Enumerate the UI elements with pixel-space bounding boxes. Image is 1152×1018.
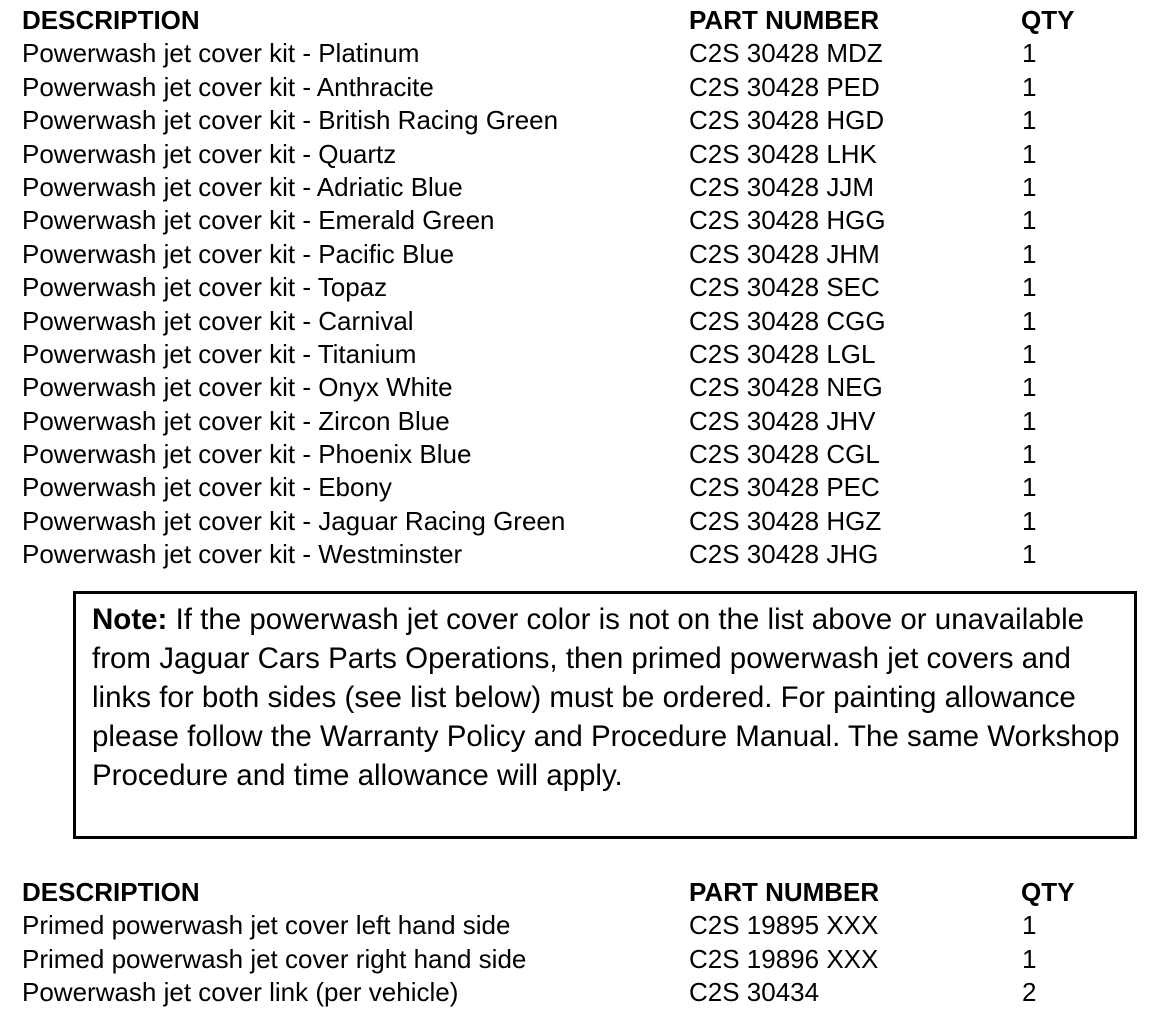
parts-table-primed <box>0 876 1152 1010</box>
cell-qty: 1 <box>1022 372 1037 403</box>
cell-part-number: C2S 30428 LGL <box>689 338 876 369</box>
cell-part-number: C2S 30428 CGL <box>689 439 880 470</box>
cell-description: Powerwash jet cover kit - Ebony <box>22 472 392 503</box>
table-row <box>0 71 1152 104</box>
note-text: If the powerwash jet cover color is not on the list above or unavailable from Jaguar Cars Parts Operations, then primed powerwash jet covers and links for both sides (see list below) must be ordered. For painting allowance please follow the Warranty Policy and Procedure Manual. The same Workshop Procedure and time allowance will apply. <box>92 603 1120 792</box>
table-row <box>0 204 1152 237</box>
header-part-number: PART NUMBER <box>689 5 880 35</box>
cell-qty: 1 <box>1022 405 1037 436</box>
cell-qty: 2 <box>1022 977 1037 1008</box>
cell-qty: 1 <box>1022 338 1037 369</box>
table-row <box>0 538 1152 571</box>
cell-part-number: C2S 30428 PEC <box>689 472 880 503</box>
header-description: DESCRIPTION <box>22 877 200 907</box>
header-description: DESCRIPTION <box>22 5 200 35</box>
table-row <box>0 405 1152 438</box>
cell-qty: 1 <box>1022 238 1037 269</box>
cell-description: Powerwash jet cover kit - Carnival <box>22 305 414 336</box>
table-row <box>0 338 1152 371</box>
cell-part-number: C2S 30428 NEG <box>689 372 883 403</box>
cell-qty: 1 <box>1022 472 1037 503</box>
cell-description: Powerwash jet cover link (per vehicle) <box>22 977 459 1008</box>
cell-description: Primed powerwash jet cover left hand side <box>22 910 511 941</box>
table-row <box>0 305 1152 338</box>
cell-part-number: C2S 30428 HGZ <box>689 505 882 536</box>
cell-part-number: C2S 30428 JHV <box>689 405 876 436</box>
cell-part-number: C2S 30428 JHM <box>689 238 880 269</box>
cell-qty: 1 <box>1022 105 1037 136</box>
cell-part-number: C2S 30428 SEC <box>689 272 880 303</box>
cell-description: Powerwash jet cover kit - Westminster <box>22 539 463 570</box>
cell-qty: 1 <box>1022 539 1037 570</box>
cell-qty: 1 <box>1022 943 1037 974</box>
cell-part-number: C2S 19895 XXX <box>689 910 879 941</box>
cell-qty: 1 <box>1022 205 1037 236</box>
header-part-number: PART NUMBER <box>689 877 880 907</box>
table-row <box>0 471 1152 504</box>
table-body <box>0 909 1152 1009</box>
cell-description: Powerwash jet cover kit - Zircon Blue <box>22 405 450 436</box>
cell-description: Powerwash jet cover kit - Platinum <box>22 38 420 69</box>
table-row <box>0 943 1152 976</box>
cell-description: Powerwash jet cover kit - Emerald Green <box>22 205 495 236</box>
table-row <box>0 505 1152 538</box>
table-row <box>0 371 1152 404</box>
cell-description: Primed powerwash jet cover right hand side <box>22 943 527 974</box>
cell-description: Powerwash jet cover kit - Adriatic Blue <box>22 171 463 202</box>
table-row <box>0 138 1152 171</box>
cell-part-number: C2S 30428 MDZ <box>689 38 883 69</box>
cell-description: Powerwash jet cover kit - Onyx White <box>22 372 453 403</box>
cell-qty: 1 <box>1022 910 1037 941</box>
table-row <box>0 909 1152 942</box>
cell-qty: 1 <box>1022 439 1037 470</box>
note-box <box>73 591 1137 839</box>
cell-part-number: C2S 30428 LHK <box>689 138 877 169</box>
parts-table-color-kits <box>0 4 1152 572</box>
table-row <box>0 438 1152 471</box>
cell-description: Powerwash jet cover kit - Titanium <box>22 338 417 369</box>
table-header <box>0 876 1152 909</box>
note-label: Note: <box>92 603 168 636</box>
cell-description: Powerwash jet cover kit - Anthracite <box>22 71 434 102</box>
header-qty: QTY <box>1021 877 1075 907</box>
cell-description: Powerwash jet cover kit - Phoenix Blue <box>22 439 472 470</box>
table-row <box>0 238 1152 271</box>
header-qty: QTY <box>1021 5 1075 35</box>
cell-qty: 1 <box>1022 71 1037 102</box>
cell-qty: 1 <box>1022 38 1037 69</box>
cell-part-number: C2S 30428 HGD <box>689 105 885 136</box>
cell-qty: 1 <box>1022 305 1037 336</box>
table-row <box>0 171 1152 204</box>
table-row <box>0 271 1152 304</box>
cell-part-number: C2S 30428 JHG <box>689 539 879 570</box>
cell-description: Powerwash jet cover kit - Quartz <box>22 138 397 169</box>
table-row <box>0 104 1152 137</box>
cell-part-number: C2S 30428 PED <box>689 71 880 102</box>
cell-description: Powerwash jet cover kit - Pacific Blue <box>22 238 455 269</box>
cell-qty: 1 <box>1022 505 1037 536</box>
cell-part-number: C2S 30428 JJM <box>689 171 874 202</box>
cell-part-number: C2S 30428 HGG <box>689 205 886 236</box>
cell-part-number: C2S 30434 <box>689 977 820 1008</box>
cell-qty: 1 <box>1022 171 1037 202</box>
cell-description: Powerwash jet cover kit - British Racing Green <box>22 105 559 136</box>
table-row <box>0 976 1152 1009</box>
cell-part-number: C2S 30428 CGG <box>689 305 886 336</box>
cell-qty: 1 <box>1022 138 1037 169</box>
table-row <box>0 37 1152 70</box>
cell-qty: 1 <box>1022 272 1037 303</box>
cell-part-number: C2S 19896 XXX <box>689 943 879 974</box>
cell-description: Powerwash jet cover kit - Topaz <box>22 272 388 303</box>
table-body <box>0 37 1152 571</box>
table-header <box>0 4 1152 37</box>
cell-description: Powerwash jet cover kit - Jaguar Racing Green <box>22 505 566 536</box>
